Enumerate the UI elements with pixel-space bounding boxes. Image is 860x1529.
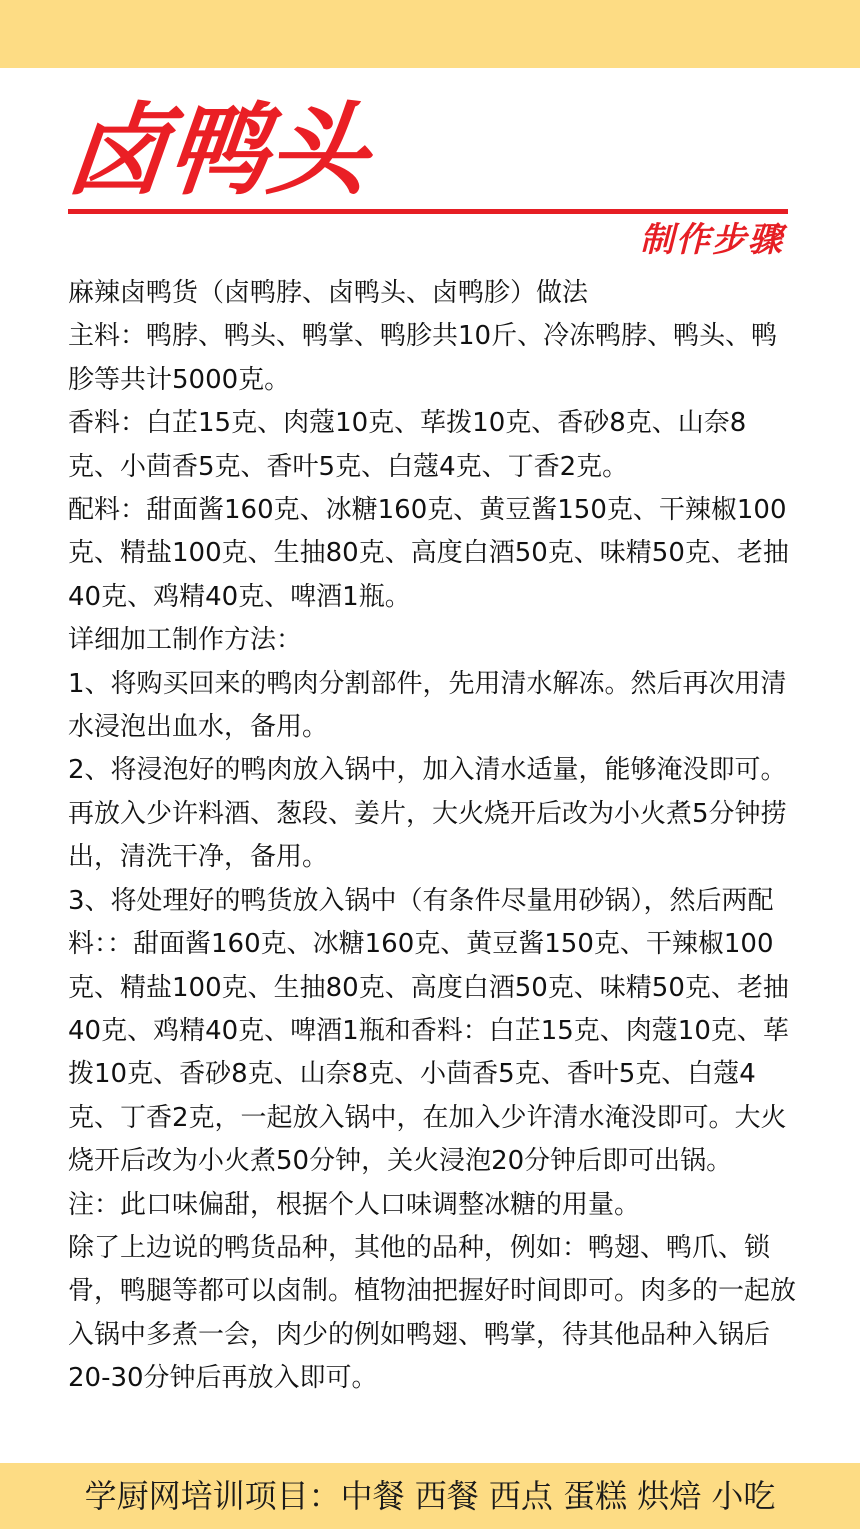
step-3: 3、将处理好的鸭货放入锅中（有条件尽量用砂锅），然后两配料：：甜面酱160克、冰糖160克、黄豆酱150克、干辣椒100克、精盐100克、生抽80克、高度白酒50克、味精50克、老抽40克、鸡精40克、啤酒1瓶和香料：白芷15克、肉蔻10克、荜拨10克、香砂8克、山奈8克、小茴香5克、香叶5克、白蔻4克、丁香2克，一起放入锅中，在加入少许清水淹没即可。大火烧开后改为小火煮50分钟，关火浸泡20分钟后即可出锅。: [68, 885, 789, 1177]
recipe-body: [68, 272, 796, 1401]
recipe-heading: 麻辣卤鸭货（卤鸭脖、卤鸭头、卤鸭胗）做法: [68, 278, 589, 308]
method-heading: 详细加工制作方法：: [68, 625, 303, 656]
main-ingredients: 主料：鸭脖、鸭头、鸭掌、鸭胗共10斤、冷冻鸭脖、鸭头、鸭胗等共计5000克。: [68, 321, 778, 395]
note: 注：此口味偏甜，根据个人口味调整冰糖的用量。: [68, 1189, 641, 1220]
section-subtitle: 制作步骤: [640, 220, 784, 260]
title-divider: [68, 209, 788, 214]
step-1: 1、将购买回来的鸭肉分割部件，先用清水解冻。然后再次用清水浸泡出血水，备用。: [68, 668, 787, 743]
top-banner-band: [0, 0, 860, 68]
step-2: 2、将浸泡好的鸭肉放入锅中，加入清水适量，能够淹没即可。再放入少许料酒、葱段、姜片，大火烧开后改为小火煮5分钟捞出，清洗干净，备用。: [68, 755, 787, 873]
footer-courses: 学厨网培训项目：中餐 西餐 西点 蛋糕 烘焙 小吃: [84, 1477, 776, 1515]
spices: 香料：白芷15克、肉蔻10克、荜拨10克、香砂8克、山奈8克、小茴香5克、香叶5克、白蔻4克、丁香2克。: [68, 408, 747, 482]
extra-tips: 除了上边说的鸭货品种，其他的品种，例如：鸭翅、鸭爪、锁骨，鸭腿等都可以卤制。植物油把握好时间即可。肉多的一起放入锅中多煮一会，肉少的例如鸭翅、鸭掌，待其他品种入锅后20-30分钟后再放入即可。: [68, 1232, 797, 1394]
seasonings: 配料：甜面酱160克、冰糖160克、黄豆酱150克、干辣椒100克、精盐100克、生抽80克、高度白酒50克、味精50克、老抽40克、鸡精40克、啤酒1瓶。: [68, 495, 789, 612]
page-title: 卤鸭头: [62, 92, 375, 209]
